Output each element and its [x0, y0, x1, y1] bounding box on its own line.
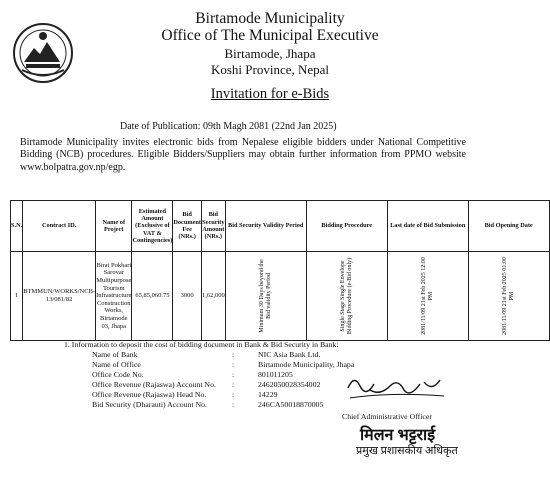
intro-paragraph: Birtamode Municipality invites electronic bids from Nepalese eligible bidders under National Competitive Bidding (NCB) procedures. Eligible Bidders/Suppliers may obtain further information from PPMO website www.bolpatra.gov.np/egp.	[20, 137, 466, 173]
header-sn: S.N.	[11, 201, 23, 252]
colon: :	[232, 360, 235, 369]
header-estimated-amount: Estimated Amount (Exclusive of VAT & Contingencies)	[132, 201, 173, 252]
publication-date: Date of Publication: 09th Magh 2081 (22nd Jan 2025)	[120, 121, 337, 132]
office-code-value: 801011205	[258, 370, 293, 379]
table-header-row	[11, 201, 550, 252]
header-bid-security: Bid Security Amount (NRs.)	[201, 201, 225, 252]
header-project-name: Name of Project	[96, 201, 132, 252]
cell-bid-security: 1,62,000	[201, 252, 225, 341]
province-name: Koshi Province, Nepal	[210, 62, 330, 77]
colon: :	[232, 350, 235, 359]
table-row	[11, 252, 550, 341]
colon: :	[232, 380, 235, 389]
bank-info-heading: 1. Information to deposit the cost of bidding document in Bank & Bid Security in Bank:	[64, 340, 339, 349]
bank-name-label: Name of Bank	[92, 350, 138, 359]
header-procedure: Bidding Procedure	[306, 201, 387, 252]
cell-last-date	[387, 252, 468, 341]
cell-estimated-amount: 65,85,060.75	[132, 252, 173, 341]
revenue-head-label: Office Revenue (Rajaswa) Head No.	[92, 390, 207, 399]
revenue-account-label: Office Revenue (Rajaswa) Account No.	[92, 380, 216, 389]
office-name-label: Name of Office	[92, 360, 141, 369]
cell-project-name: Birat Pokhari Sarovar Multipurpose Tourism Infrastructure Construction Works, Birtamode 03, Jhapa	[96, 252, 132, 341]
office-code-label: Office Code No.	[92, 370, 144, 379]
header-opening-date: Bid Opening Date	[468, 201, 549, 252]
bid-table	[10, 200, 550, 341]
colon: :	[232, 400, 235, 409]
header-contract-id: Contract ID.	[23, 201, 96, 252]
handwritten-signature	[340, 368, 450, 408]
notice-title: Invitation for e-Bids	[210, 86, 330, 102]
bid-security-account-value: 246CA50018870005	[258, 400, 324, 409]
header-validity: Bid Security Validity Period	[225, 201, 306, 252]
bid-security-account-label: Bid Security (Dharauti) Account No.	[92, 400, 207, 409]
revenue-head-value: 14229	[258, 390, 278, 399]
officer-title-nepali: प्रमुख प्रशासकीय अधिकृत	[356, 445, 458, 457]
cell-sn: 1	[11, 252, 23, 341]
cell-validity	[225, 252, 306, 341]
bank-name-value: NIC Asia Bank Ltd.	[258, 350, 321, 359]
officer-name-nepali: मिलन भट्टराई	[360, 427, 436, 444]
municipality-name: Birtamode Municipality	[195, 10, 345, 27]
colon: :	[232, 390, 235, 399]
header-doc-fee: Bid Document Fee (NRs.)	[173, 201, 202, 252]
office-name-value: Birtamode Municipality, Jhapa	[258, 360, 355, 369]
procedure-text: Single Stage Single Envelope Bidding Procedure (e-Bid only)	[339, 257, 353, 335]
header-last-date: Last date of Bid Submission	[387, 201, 468, 252]
cell-doc-fee: 3000	[173, 252, 202, 341]
colon: :	[232, 370, 235, 379]
cell-opening-date	[468, 252, 549, 341]
office-name: Office of The Municipal Executive	[161, 27, 379, 44]
cell-procedure	[306, 252, 387, 341]
office-address: Birtamode, Jhapa	[224, 46, 316, 61]
last-date-text: 2081/11/09 21st Feb 2025 12:00 PM	[420, 257, 434, 335]
validity-text: Minimum 30 Days beyond the Bid validity Period	[258, 259, 272, 333]
opening-date-text: 2081/11/09 21st Feb 2025 01:00 PM	[501, 257, 515, 335]
revenue-account-value: 2462050028354002	[258, 380, 321, 389]
officer-title: Chief Administrative Officer	[342, 412, 432, 421]
cell-contract-id: BTMMUN/WORKS/NCB-13/081/82	[23, 252, 96, 341]
